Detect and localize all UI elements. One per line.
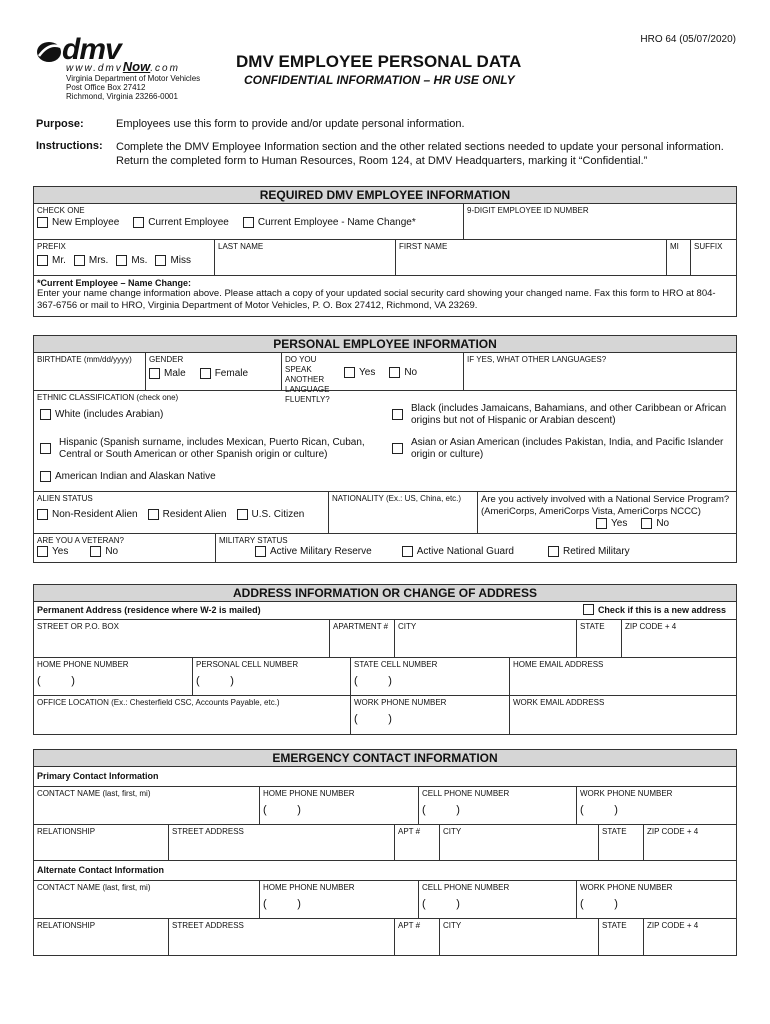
address-heading: ADDRESS INFORMATION OR CHANGE OF ADDRESS xyxy=(34,585,736,602)
national-service-yes-checkbox[interactable]: Yes xyxy=(596,518,627,529)
city-field[interactable]: CITY xyxy=(395,620,577,657)
gender-female-checkbox[interactable]: Female xyxy=(200,368,248,379)
form-title: DMV EMPLOYEE PERSONAL DATA xyxy=(236,52,522,71)
primary-street-field[interactable]: STREET ADDRESS xyxy=(169,825,395,860)
alternate-contact-name-field[interactable]: CONTACT NAME (last, first, mi) xyxy=(34,881,260,918)
prefix-mr-checkbox[interactable]: Mr. xyxy=(37,255,66,266)
prefix-mrs-checkbox[interactable]: Mrs. xyxy=(74,255,108,266)
employee-id-field[interactable]: 9-DIGIT EMPLOYEE ID NUMBER xyxy=(467,206,589,215)
form-number: HRO 64 (05/07/2020) xyxy=(640,34,736,45)
alternate-home-phone-field[interactable]: HOME PHONE NUMBER ( ) xyxy=(260,881,419,918)
check-one-label: CHECK ONE xyxy=(37,206,85,215)
primary-contact-label: Primary Contact Information xyxy=(37,771,159,781)
veteran-no-checkbox[interactable]: No xyxy=(90,546,118,557)
suffix-field[interactable]: SUFFIX xyxy=(694,242,723,251)
ethnic-asian-checkbox[interactable]: Asian or Asian American (includes Pakistan, India, and Pacific Islander origin or culture) xyxy=(392,437,732,461)
birthdate-field[interactable]: BIRTHDATE (mm/dd/yyyy) xyxy=(34,353,146,390)
emergency-heading: EMERGENCY CONTACT INFORMATION xyxy=(34,750,736,767)
dmv-swoosh-icon xyxy=(36,38,62,64)
personal-section xyxy=(33,335,737,563)
national-guard-checkbox[interactable]: Active National Guard xyxy=(402,546,514,557)
alternate-city-field[interactable]: CITY xyxy=(440,919,599,955)
permanent-address-label: Permanent Address (residence where W-2 is mailed) xyxy=(37,605,261,615)
prefix-ms-checkbox[interactable]: Ms. xyxy=(116,255,147,266)
alternate-street-field[interactable]: STREET ADDRESS xyxy=(169,919,395,955)
office-location-field[interactable]: OFFICE LOCATION (Ex.: Chesterfield CSC, Accounts Payable, etc.) xyxy=(34,696,351,734)
us-citizen-checkbox[interactable]: U.S. Citizen xyxy=(237,509,305,520)
ethnic-hispanic-checkbox[interactable]: Hispanic (Spanish surname, includes Mexican, Puerto Rican, Cuban, Central or South American or other Spanish origin or culture) xyxy=(40,437,380,461)
primary-apt-field[interactable]: APT # xyxy=(395,825,440,860)
alien-status-label: ALIEN STATUS xyxy=(37,494,93,503)
purpose-label: Purpose: xyxy=(36,118,84,130)
alternate-contact-label: Alternate Contact Information xyxy=(37,865,165,875)
apartment-field[interactable]: APARTMENT # xyxy=(330,620,395,657)
primary-home-phone-field[interactable]: HOME PHONE NUMBER ( ) xyxy=(260,787,419,824)
new-employee-checkbox[interactable]: New Employee xyxy=(37,217,119,228)
zip-field[interactable]: ZIP CODE + 4 xyxy=(625,622,677,631)
veteran-label: ARE YOU A VETERAN? xyxy=(37,536,124,545)
state-cell-field[interactable]: STATE CELL NUMBER ( ) xyxy=(351,658,510,695)
form-subtitle: CONFIDENTIAL INFORMATION – HR USE ONLY xyxy=(244,73,515,87)
address-section xyxy=(33,584,737,735)
ethnic-white-checkbox[interactable]: White (includes Arabian) xyxy=(40,409,380,420)
name-change-checkbox[interactable]: Current Employee - Name Change* xyxy=(243,217,416,228)
active-reserve-checkbox[interactable]: Active Military Reserve xyxy=(255,546,372,557)
veteran-yes-checkbox[interactable]: Yes xyxy=(37,546,68,557)
work-email-field[interactable]: WORK EMAIL ADDRESS xyxy=(513,698,605,707)
instructions-label: Instructions: xyxy=(36,140,103,152)
last-name-field[interactable]: LAST NAME xyxy=(215,240,396,275)
gender-male-checkbox[interactable]: Male xyxy=(149,368,186,379)
prefix-label: PREFIX xyxy=(37,242,66,251)
prefix-miss-checkbox[interactable]: Miss xyxy=(155,255,191,266)
state-field[interactable]: STATE xyxy=(577,620,622,657)
agency-address: Virginia Department of Motor Vehicles Post Office Box 27412 Richmond, Virginia 23266-0001 xyxy=(66,74,201,101)
name-change-note: *Current Employee – Name Change: Enter your name change information above. Please attach a copy of your updated social security card showing your changed name. Fax this form to HRO at 804-367-6756 or mail to HRO, Virginia Department of Motor Vehicles, P. O. Box 27412, Richmond, VA 23269. xyxy=(37,278,716,311)
home-email-field[interactable]: HOME EMAIL ADDRESS xyxy=(513,660,604,669)
primary-contact-name-field[interactable]: CONTACT NAME (last, first, mi) xyxy=(34,787,260,824)
retired-military-checkbox[interactable]: Retired Military xyxy=(548,546,630,557)
other-languages-field[interactable]: IF YES, WHAT OTHER LANGUAGES? xyxy=(467,355,607,364)
current-employee-checkbox[interactable]: Current Employee xyxy=(133,217,229,228)
non-resident-alien-checkbox[interactable]: Non-Resident Alien xyxy=(37,509,138,520)
personal-cell-field[interactable]: PERSONAL CELL NUMBER ( ) xyxy=(193,658,351,695)
primary-city-field[interactable]: CITY xyxy=(440,825,599,860)
alternate-state-field[interactable]: STATE xyxy=(599,919,644,955)
emergency-section xyxy=(33,749,737,956)
alternate-apt-field[interactable]: APT # xyxy=(395,919,440,955)
gender-label: GENDER xyxy=(149,355,184,364)
national-service-question: Are you actively involved with a National Service Program? (AmeriCorps, AmeriCorps Vista, AmeriCorps NCCC) xyxy=(481,494,730,517)
resident-alien-checkbox[interactable]: Resident Alien xyxy=(148,509,227,520)
instructions-text: Complete the DMV Employee Information section and the other related sections needed to update your personal information. Return the completed form to Human Resources, Room 124, at DMV Headquarters, marking it “Confidential.” xyxy=(116,141,724,167)
required-heading: REQUIRED DMV EMPLOYEE INFORMATION xyxy=(34,187,736,204)
language-yes-checkbox[interactable]: Yes xyxy=(344,367,375,378)
primary-state-field[interactable]: STATE xyxy=(599,825,644,860)
military-status-label: MILITARY STATUS xyxy=(219,536,288,545)
language-question: DO YOU SPEAK ANOTHER LANGUAGE FLUENTLY? xyxy=(285,355,330,404)
primary-zip-field[interactable]: ZIP CODE + 4 xyxy=(647,827,699,836)
primary-cell-phone-field[interactable]: CELL PHONE NUMBER ( ) xyxy=(419,787,577,824)
dmv-logo xyxy=(36,33,236,101)
street-field[interactable]: STREET OR P.O. BOX xyxy=(34,620,330,657)
new-address-checkbox[interactable]: Check if this is a new address xyxy=(583,604,726,615)
work-phone-field[interactable]: WORK PHONE NUMBER ( ) xyxy=(351,696,510,734)
logo-url: www.dmvNow.com xyxy=(66,59,180,74)
first-name-field[interactable]: FIRST NAME xyxy=(396,240,667,275)
purpose-text: Employees use this form to provide and/or update personal information. xyxy=(116,118,465,130)
national-service-no-checkbox[interactable]: No xyxy=(641,518,669,529)
alternate-cell-phone-field[interactable]: CELL PHONE NUMBER ( ) xyxy=(419,881,577,918)
alternate-relationship-field[interactable]: RELATIONSHIP xyxy=(34,919,169,955)
alternate-work-phone-field[interactable]: WORK PHONE NUMBER ( ) xyxy=(580,883,673,910)
required-section xyxy=(33,186,737,317)
logo-wordmark: dmv xyxy=(62,33,121,66)
ethnic-label: ETHNIC CLASSIFICATION (check one) xyxy=(37,393,179,402)
language-no-checkbox[interactable]: No xyxy=(389,367,417,378)
mi-field[interactable]: MI xyxy=(667,240,691,275)
ethnic-black-checkbox[interactable]: Black (includes Jamaicans, Bahamians, and other Caribbean or African origins but not of Hispanic or Arabian descent) xyxy=(392,403,732,427)
personal-heading: PERSONAL EMPLOYEE INFORMATION xyxy=(34,336,736,353)
nationality-field[interactable]: NATIONALITY (Ex.: US, China, etc.) xyxy=(329,492,478,533)
home-phone-field[interactable]: HOME PHONE NUMBER ( ) xyxy=(34,658,193,695)
alternate-zip-field[interactable]: ZIP CODE + 4 xyxy=(647,921,699,930)
primary-relationship-field[interactable]: RELATIONSHIP xyxy=(34,825,169,860)
primary-work-phone-field[interactable]: WORK PHONE NUMBER ( ) xyxy=(580,789,673,816)
ethnic-native-checkbox[interactable]: American Indian and Alaskan Native xyxy=(40,471,216,482)
